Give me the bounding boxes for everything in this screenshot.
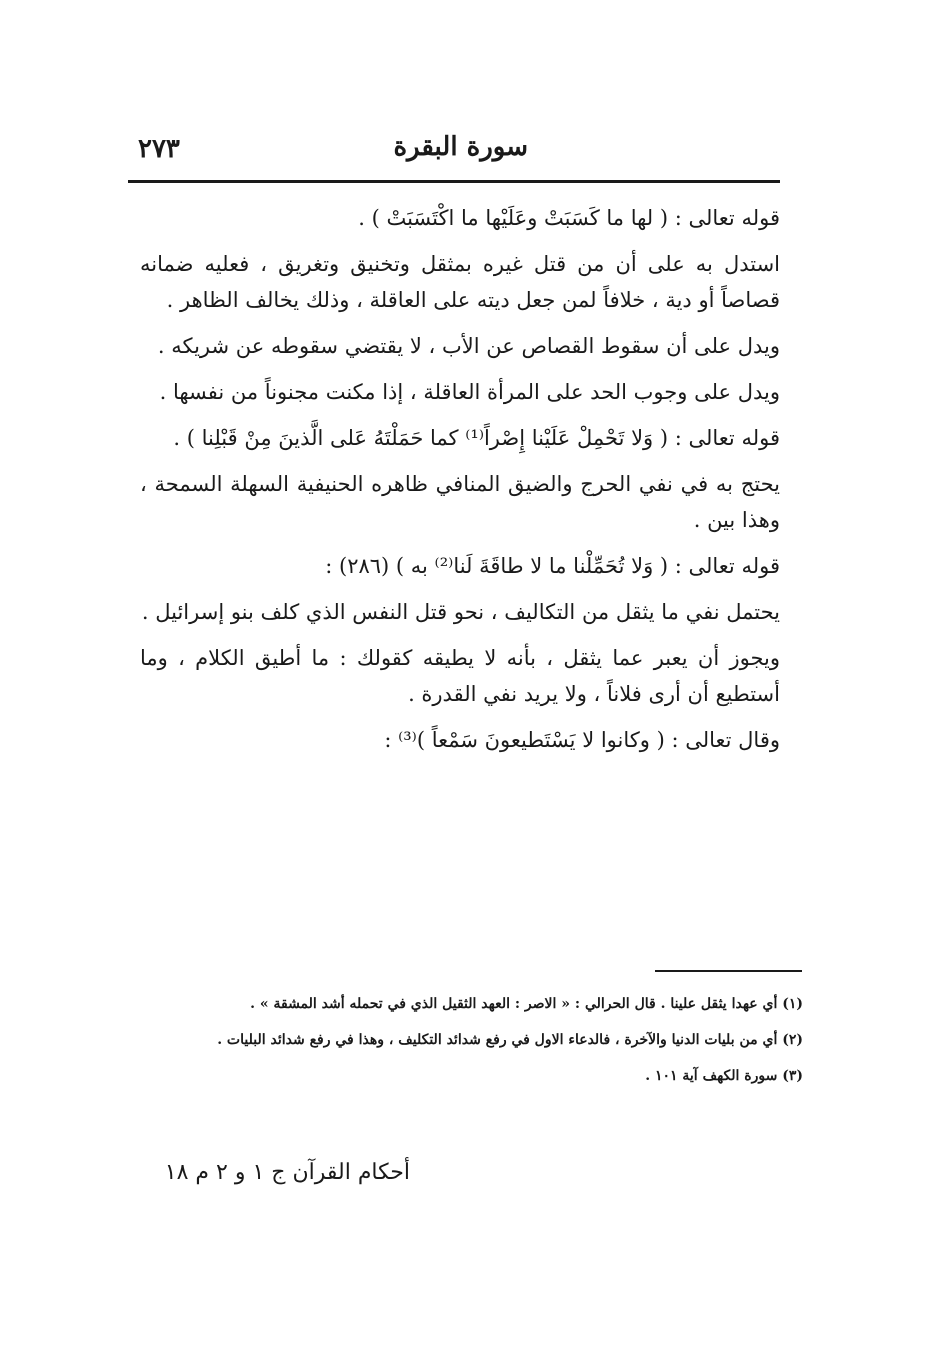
paragraph: قوله تعالى : ( لها ما كَسَبَتْ وعَلَيْها ما اكْتَسَبَتْ ) . [358, 206, 780, 230]
paragraph: قوله تعالى : ( وَلا تُحَمِّلْنا ما لا طاقَةَ لَنا⁽²⁾ به ) (٢٨٦) : [325, 554, 780, 578]
paragraph: ويدل على وجوب الحد على المرأة العاقلة ، إذا مكنت مجنوناً من نفسها . [159, 380, 780, 404]
page-number: ٢٧٣ [138, 134, 180, 164]
footnote: (١) أي عهدا يثقل علينا . قال الحرالي : « الاصر : العهد الثقيل الذي في تحمله أشد المشقة » . [250, 996, 803, 1012]
paragraph: ويدل على أن سقوط القصاص عن الأب ، لا يقتضي سقوطه عن شريكه . [157, 334, 780, 358]
footnote: (٣) سورة الكهف آية ١٠١ . [645, 1068, 803, 1084]
paragraph: وقال تعالى : ( وكانوا لا يَسْتَطيعونَ سَمْعاً )⁽³⁾ : [384, 728, 780, 752]
paragraph: قوله تعالى : ( وَلا تَحْمِلْ عَلَيْنا إِصْراً⁽¹⁾ كما حَمَلْتَهُ عَلى الَّذينَ مِنْ قَبْلِنا ) . [173, 426, 780, 450]
footnote: (٢) أي من بليات الدنيا والآخرة ، فالدعاء الاول في رفع شدائد التكليف ، وهذا في رفع شدائد البليات . [217, 1032, 803, 1048]
footnotes [138, 990, 803, 1098]
footnote-rule [655, 970, 802, 972]
paragraph: يحتمل نفي ما يثقل من التكاليف ، نحو قتل النفس الذي كلف بنو إسرائيل . [141, 600, 780, 624]
page-header [138, 128, 778, 178]
main-text [140, 200, 780, 768]
paragraph: ويجوز أن يعبر عما يثقل ، بأنه لا يطيقه كقولك : ما أطيق الكلام ، وما أستطيع أن أرى فلاناً ، ولا يريد نفي القدرة . [140, 646, 780, 706]
header-rule [128, 180, 780, 183]
surah-title: سورة البقرة [393, 132, 528, 162]
paragraph: استدل به على أن من قتل غيره بمثقل وتخنيق وتغريق ، فعليه ضمانه قصاصاً أو دية ، خلافاً لمن جعل ديته على العاقلة ، وذلك يخالف الظاهر . [140, 252, 780, 312]
paragraph: يحتج به في نفي الحرج والضيق المنافي ظاهره الحنيفية السهلة السمحة ، وهذا بين . [140, 472, 780, 532]
book-signature: أحكام القرآن ج ١ و ٢ م ١٨ [164, 1160, 410, 1185]
